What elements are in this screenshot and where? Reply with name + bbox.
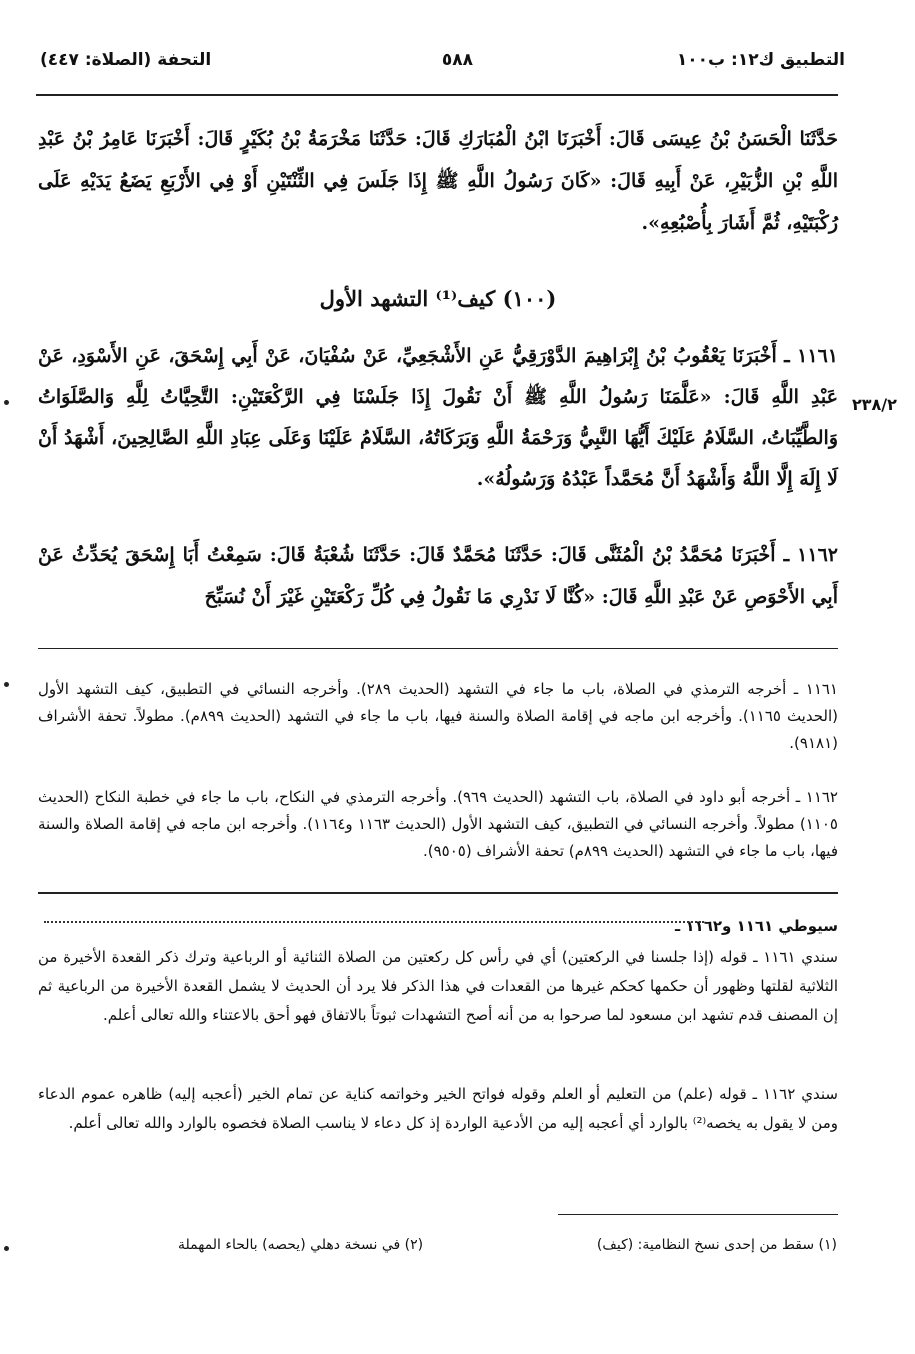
suyuti-line	[38, 912, 838, 940]
main-text-1162	[38, 534, 838, 618]
commentary-rule	[38, 892, 838, 894]
main-text-1161	[38, 336, 838, 500]
header-rule	[36, 94, 838, 96]
sindi-1162-text: سندي ١١٦٢ ـ قوله (علم) من التعليم أو العلم وقوله فواتح الخير وخواتمه كناية عن تمام الخير (أعجبه إليه) ظاهره عموم الدعاء ومن لا يقول به يخصه⁽²⁾ بالوارد أي أعجبه إليه من الأدعية الواردة إذ كل دعاء لا يناسب الصلاة فخصوه بالوارد والله تعالى أعلم.	[38, 1085, 838, 1132]
hadith-1162: ١١٦٢ ـ أَخْبَرَنَا مُحَمَّدُ بْنُ الْمُثَنَّى قَالَ: حَدَّثَنَا مُحَمَّدٌ قَالَ: حَدَّثَنَا شُعْبَةُ قَالَ: سَمِعْتُ أَبَا إِسْحَقَ يُحَدِّثُ عَنْ أَبِي الأَحْوَصِ عَنْ عَبْدِ اللَّهِ قَالَ: «كُنَّا لَا نَدْرِي مَا نَقُولُ فِي كُلِّ رَكْعَتَيْنِ غَيْرَ أَنْ نُسَبِّحَ	[38, 544, 838, 608]
takhrij-1161-text: ١١٦١ ـ أخرجه الترمذي في الصلاة، باب ما جاء في التشهد (الحديث ٢٨٩). وأخرجه النسائي في التطبيق، كيف التشهد الأول (الحديث ١١٦٥). وأخرجه ابن ماجه في إقامة الصلاة والسنة فيها، باب ما جاء في التشهد (الحديث ٨٩٩م). مطولاً. تحفة الأشراف (٩١٨١).	[38, 680, 838, 752]
suyuti-text: سيوطي ١١٦١ و١١٦٢ ـ	[675, 917, 838, 935]
page-number: ٥٨٨	[441, 50, 474, 70]
running-header-tuhfa: التحفة (الصلاة: ٤٤٧)	[40, 50, 212, 70]
main-text-intro	[38, 118, 838, 244]
sindi-1161-text: سندي ١١٦١ ـ قوله (إذا جلسنا في الركعتين) أي في رأس كل ركعتين من الصلاة الثنائية أو الرباعية وترك ذكر القعدة الأخيرة من الثلاثية لقلتها وظهور أن حكمها كحكم غيرها من القعدات في هذا الذكر فلا يرد أن الحديث لا يشمل القعدة الأخيرة من الرباعية ثم إن المصنف قدم تشهد ابن مسعود لما صرحوا به من أنه أصح التشهدات ثبوتاً بالاتفاق فهو أحق بالاعتناء والله تعالى أعلم.	[38, 948, 838, 1024]
footnote-1: (١) سقط من إحدى نسخ النظامية: (كيف)	[596, 1237, 837, 1253]
takhrij-rule	[38, 648, 838, 649]
hadith-1161: ١١٦١ ـ أَخْبَرَنَا يَعْقُوبُ بْنُ إِبْرَاهِيمَ الدَّوْرَقِيُّ عَنِ الأَشْجَعِيِّ، عَنْ سُفْيَانَ، عَنْ أَبِي إِسْحَقَ، عَنِ الأَسْوَدِ، عَنْ عَبْدِ اللَّهِ قَالَ: «عَلَّمَنَا رَسُولُ اللَّهِ ﷺ أَنْ نَقُولَ إِذَا جَلَسْنَا فِي الرَّكْعَتَيْنِ: التَّحِيَّاتُ لِلَّهِ وَالصَّلَوَاتُ وَالطَّيِّبَاتُ، السَّلَامُ عَلَيْكَ أَيُّهَا النَّبِيُّ وَرَحْمَةُ اللَّهِ وَبَرَكَاتُهُ، السَّلَامُ عَلَيْنَا وَعَلَى عِبَادِ اللَّهِ الصَّالِحِينَ، أَشْهَدُ أَنْ لَا إِلَهَ إِلَّا اللَّهُ وَأَشْهَدُ أَنَّ مُحَمَّداً عَبْدُهُ وَرَسُولُهُ».	[38, 345, 838, 490]
margin-reference: ٢٣٨/٢	[852, 395, 897, 414]
takhrij-1161	[38, 676, 838, 757]
dotted-leader	[44, 921, 704, 923]
footnote-2: (٢) في نسخة دهلي (يحصه) بالحاء المهملة	[178, 1237, 424, 1253]
intro-hadith: حَدَّثَنَا الْحَسَنُ بْنُ عِيسَى قَالَ: أَخْبَرَنَا ابْنُ الْمُبَارَكِ قَالَ: حَدَّثَنَا مَخْرَمَةُ بْنُ بُكَيْرٍ قَالَ: أَخْبَرَنَا عَامِرُ بْنُ عَبْدِ اللَّهِ بْنِ الزُّبَيْرِ، عَنْ أَبِيهِ قَالَ: «كَانَ رَسُولُ اللَّهِ ﷺ إِذَا جَلَسَ فِي الثِّنْتَيْنِ أَوْ فِي الأَرْبَعِ يَضَعُ يَدَيْهِ عَلَى رُكْبَتَيْهِ، ثُمَّ أَشَارَ بِأُصْبُعِهِ».	[38, 128, 838, 234]
sindi-1161	[38, 943, 838, 1030]
footnote-rule	[558, 1214, 838, 1215]
takhrij-1162	[38, 784, 838, 865]
scan-mark	[4, 682, 9, 687]
scan-mark	[4, 1246, 9, 1251]
running-header-chapter: التطبيق ك١٢: ب١٠٠	[676, 50, 845, 70]
takhrij-1162-text: ١١٦٢ ـ أخرجه أبو داود في الصلاة، باب التشهد (الحديث ٩٦٩). وأخرجه الترمذي في النكاح، باب ما جاء في خطبة النكاح (الحديث ١١٠٥) مطولاً. وأخرجه النسائي في التطبيق، كيف التشهد الأول (الحديث ١١٦٣ و١١٦٤). وأخرجه ابن ماجه في إقامة الصلاة والسنة فيها، باب ما جاء في التشهد (الحديث ٨٩٩م) تحفة الأشراف (٩٥٠٥).	[38, 788, 838, 860]
scan-mark	[4, 400, 9, 405]
chapter-heading: (١٠٠) كيف⁽¹⁾ التشهد الأول	[319, 286, 557, 311]
sindi-1162	[38, 1080, 838, 1138]
